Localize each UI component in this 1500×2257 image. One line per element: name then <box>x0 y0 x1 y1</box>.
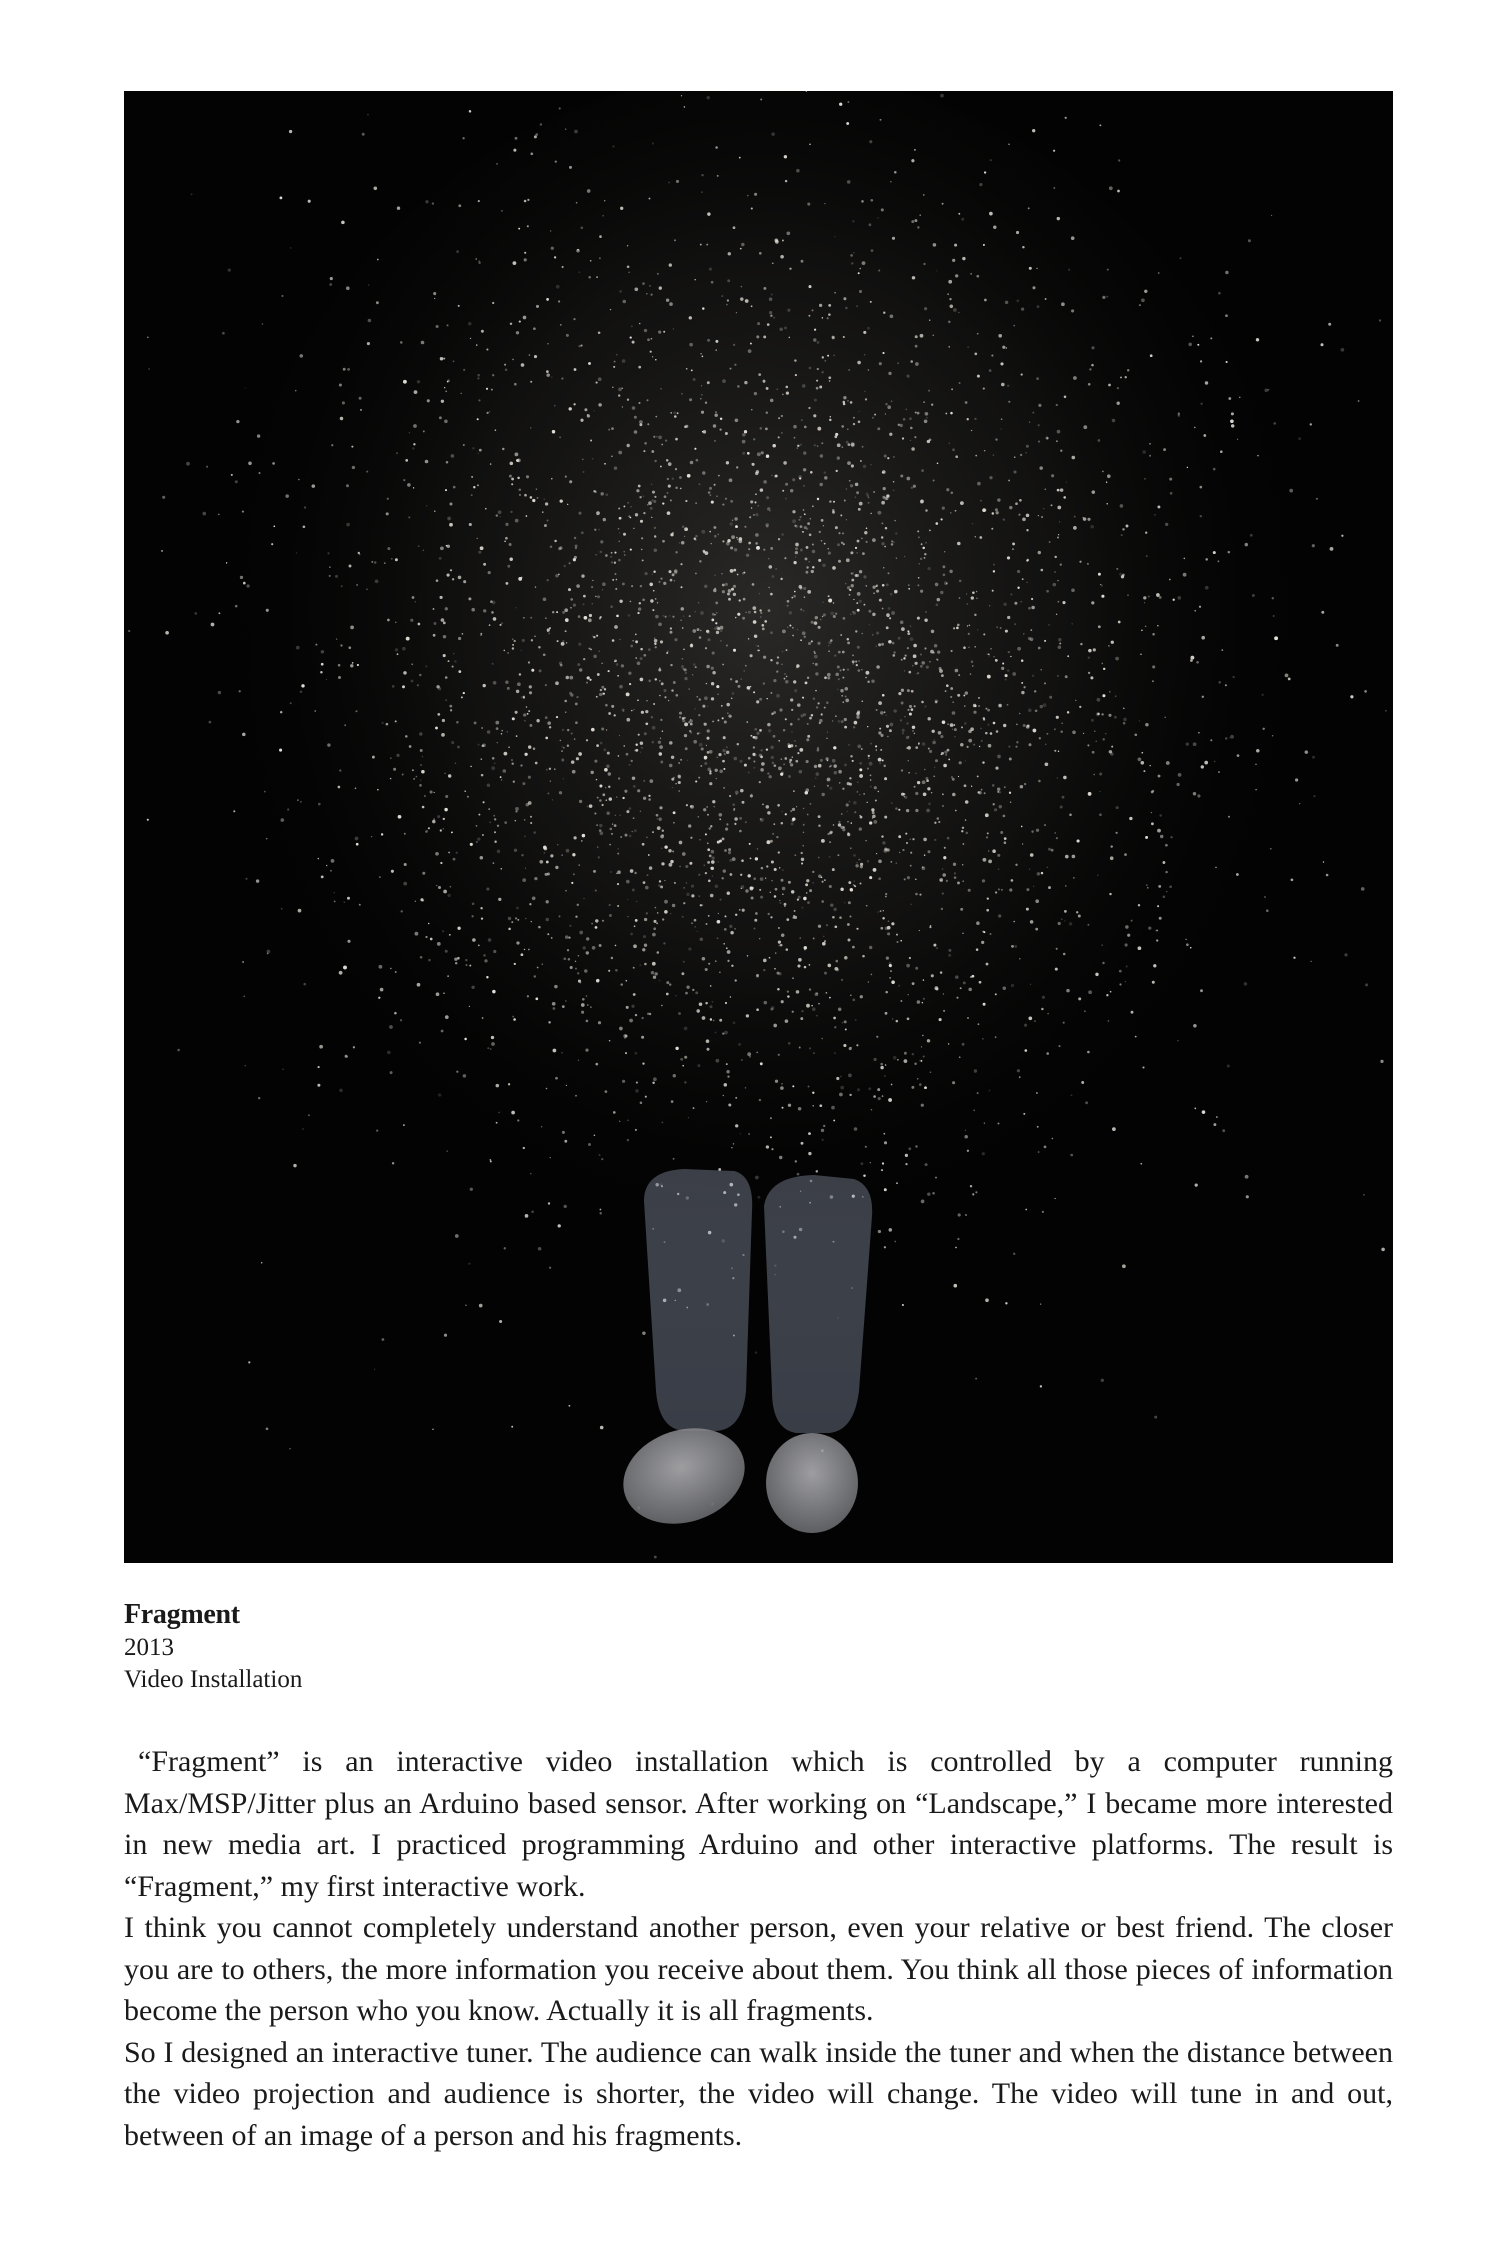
description-paragraph: “Fragment” is an interactive video installation which is controlled by a computer running Max/MSP/Jitter plus an Arduino based sensor. After working on “Landscape,” I became more interested in new media art. I practiced programming Arduino and other interactive platforms. The result is “Fragment,” my first interactive work. <box>124 1745 1393 1903</box>
artwork-caption <box>124 1598 1393 1696</box>
artwork-medium: Video Installation <box>124 1666 303 1693</box>
artwork-year: 2013 <box>124 1634 174 1661</box>
description-paragraph: I think you cannot completely understand another person, even your relative or best friend. The closer you are to others, the more information you receive about them. You think all those pieces of information become the person who you know. Actually it is all fragments. <box>124 1911 1393 2027</box>
artwork-title: Fragment <box>124 1599 240 1630</box>
artwork-photo <box>124 91 1393 1563</box>
artwork-description <box>124 1741 1393 2156</box>
description-paragraph: So I designed an interactive tuner. The audience can walk inside the tuner and when the distance between the video projection and audience is shorter, the video will change. The video will tune in and out, between of an image of a person and his fragments. <box>124 2035 1393 2152</box>
particle-cloud-glow <box>204 91 1324 1351</box>
